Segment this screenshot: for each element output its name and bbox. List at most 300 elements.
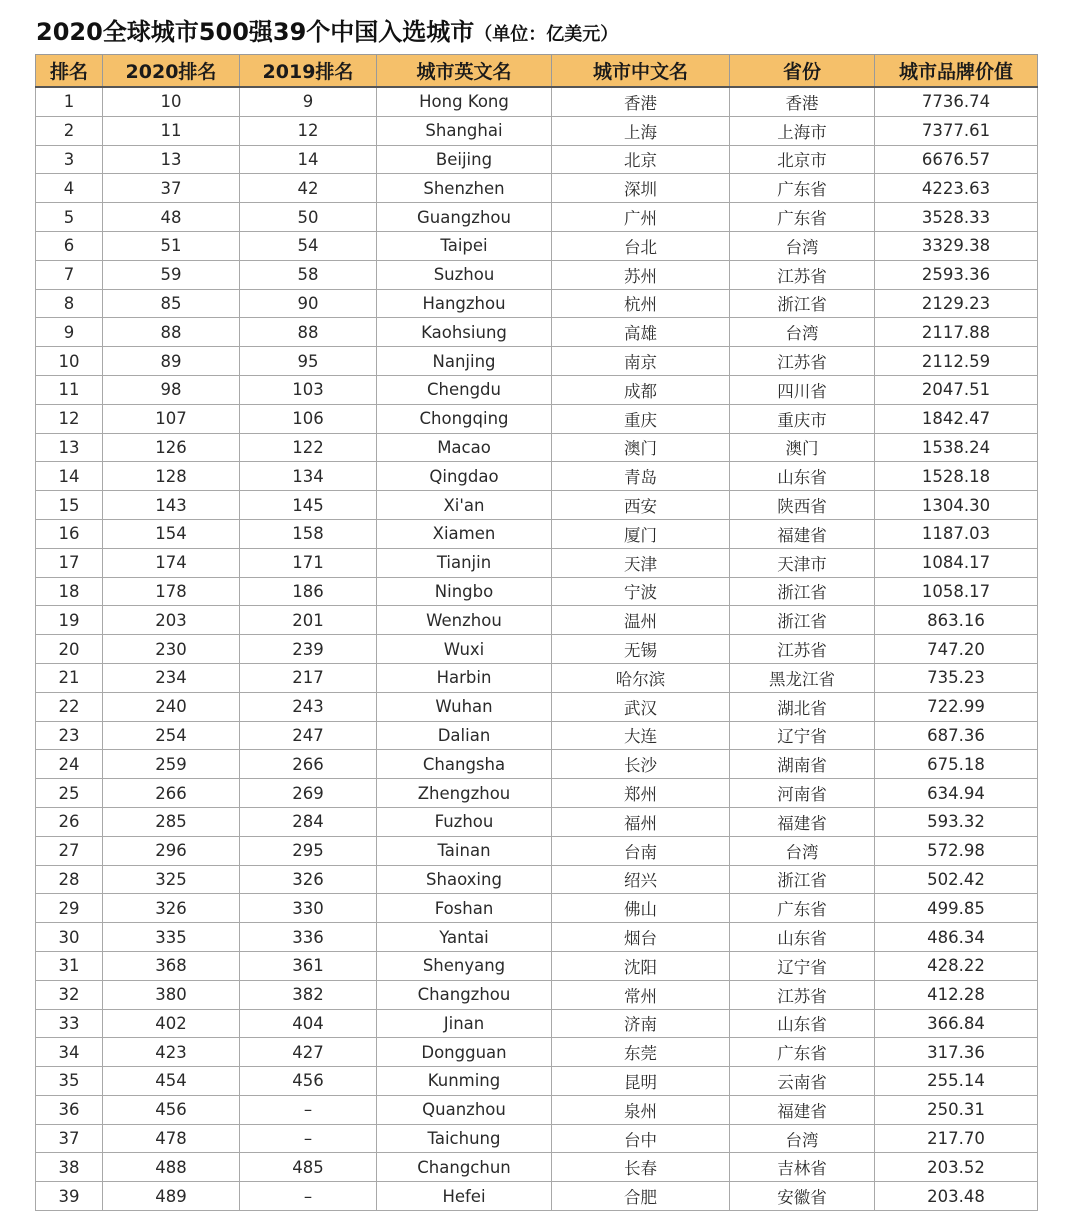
header-city-chinese: 城市中文名 <box>552 55 730 88</box>
cell-city-english: Yantai <box>377 923 552 952</box>
cell-rank: 5 <box>36 203 103 232</box>
cell-rank: 10 <box>36 347 103 376</box>
cell-province: 山东省 <box>730 1009 875 1038</box>
cell-rank-2020: 98 <box>103 375 240 404</box>
cell-city-english: Zhengzhou <box>377 779 552 808</box>
cell-city-english: Hangzhou <box>377 289 552 318</box>
cell-city-english: Foshan <box>377 894 552 923</box>
cell-rank: 36 <box>36 1095 103 1124</box>
cell-rank-2020: 203 <box>103 606 240 635</box>
cell-city-english: Ningbo <box>377 577 552 606</box>
cell-rank-2020: 402 <box>103 1009 240 1038</box>
cell-city-chinese: 沈阳 <box>552 951 730 980</box>
cell-rank: 34 <box>36 1038 103 1067</box>
header-city-english: 城市英文名 <box>377 55 552 88</box>
cell-city-chinese: 佛山 <box>552 894 730 923</box>
cell-rank-2019: 456 <box>240 1067 377 1096</box>
cell-province: 浙江省 <box>730 289 875 318</box>
table-row <box>36 807 1038 836</box>
cell-city-english: Nanjing <box>377 347 552 376</box>
table-row <box>36 865 1038 894</box>
cell-rank-2020: 59 <box>103 260 240 289</box>
cell-rank-2019: 217 <box>240 663 377 692</box>
cell-rank-2019: 158 <box>240 519 377 548</box>
cell-rank-2020: 380 <box>103 980 240 1009</box>
cell-rank-2020: 126 <box>103 433 240 462</box>
cell-rank-2020: 154 <box>103 519 240 548</box>
cell-rank-2019: 336 <box>240 923 377 952</box>
cell-brand-value: 572.98 <box>875 836 1038 865</box>
cell-city-chinese: 东莞 <box>552 1038 730 1067</box>
cell-brand-value: 203.48 <box>875 1182 1038 1211</box>
cell-rank-2020: 254 <box>103 721 240 750</box>
cell-rank-2019: 90 <box>240 289 377 318</box>
cell-province: 安徽省 <box>730 1182 875 1211</box>
table-row <box>36 1095 1038 1124</box>
cell-brand-value: 747.20 <box>875 635 1038 664</box>
cell-brand-value: 2129.23 <box>875 289 1038 318</box>
cell-rank: 31 <box>36 951 103 980</box>
cell-brand-value: 863.16 <box>875 606 1038 635</box>
table-row <box>36 145 1038 174</box>
cell-rank-2020: 326 <box>103 894 240 923</box>
cell-rank-2020: 368 <box>103 951 240 980</box>
header-rank-2020: 2020排名 <box>103 55 240 88</box>
table-row <box>36 87 1038 116</box>
cell-rank-2020: 107 <box>103 404 240 433</box>
cell-rank-2020: 456 <box>103 1095 240 1124</box>
cell-rank-2019: 145 <box>240 491 377 520</box>
table-row <box>36 692 1038 721</box>
page-title-main: 2020全球城市500强39个中国入选城市 <box>36 18 475 46</box>
cell-rank: 23 <box>36 721 103 750</box>
cell-rank-2019: – <box>240 1124 377 1153</box>
cell-rank: 27 <box>36 836 103 865</box>
table-body <box>36 87 1038 1211</box>
cell-city-english: Harbin <box>377 663 552 692</box>
cell-brand-value: 1842.47 <box>875 404 1038 433</box>
cell-rank-2020: 296 <box>103 836 240 865</box>
cell-city-chinese: 宁波 <box>552 577 730 606</box>
cell-city-english: Changzhou <box>377 980 552 1009</box>
table-row <box>36 462 1038 491</box>
cell-rank-2020: 325 <box>103 865 240 894</box>
cell-rank: 6 <box>36 231 103 260</box>
table-row <box>36 433 1038 462</box>
cell-rank: 32 <box>36 980 103 1009</box>
cell-city-english: Dongguan <box>377 1038 552 1067</box>
cell-city-english: Taichung <box>377 1124 552 1153</box>
table-row <box>36 404 1038 433</box>
table-row <box>36 779 1038 808</box>
page-title <box>36 14 618 50</box>
cell-province: 福建省 <box>730 1095 875 1124</box>
cell-brand-value: 412.28 <box>875 980 1038 1009</box>
cell-brand-value: 634.94 <box>875 779 1038 808</box>
cell-rank: 2 <box>36 116 103 145</box>
cell-rank-2020: 88 <box>103 318 240 347</box>
cell-province: 吉林省 <box>730 1153 875 1182</box>
cell-rank-2020: 178 <box>103 577 240 606</box>
table-row <box>36 721 1038 750</box>
cell-rank: 30 <box>36 923 103 952</box>
cell-city-chinese: 烟台 <box>552 923 730 952</box>
cell-brand-value: 7377.61 <box>875 116 1038 145</box>
cell-city-chinese: 常州 <box>552 980 730 1009</box>
cell-rank-2019: 58 <box>240 260 377 289</box>
cell-rank-2020: 285 <box>103 807 240 836</box>
cell-rank-2019: 186 <box>240 577 377 606</box>
cell-rank-2019: 54 <box>240 231 377 260</box>
cell-city-english: Wenzhou <box>377 606 552 635</box>
cell-brand-value: 2047.51 <box>875 375 1038 404</box>
cell-city-chinese: 合肥 <box>552 1182 730 1211</box>
cell-brand-value: 722.99 <box>875 692 1038 721</box>
table-row <box>36 289 1038 318</box>
cell-brand-value: 217.70 <box>875 1124 1038 1153</box>
cell-city-english: Changchun <box>377 1153 552 1182</box>
cell-brand-value: 675.18 <box>875 750 1038 779</box>
cell-rank: 28 <box>36 865 103 894</box>
table-row <box>36 1153 1038 1182</box>
header-brand-value: 城市品牌价值 <box>875 55 1038 88</box>
cell-city-chinese: 深圳 <box>552 174 730 203</box>
cell-province: 四川省 <box>730 375 875 404</box>
cell-rank: 12 <box>36 404 103 433</box>
cell-brand-value: 502.42 <box>875 865 1038 894</box>
table-row <box>36 750 1038 779</box>
cell-rank: 11 <box>36 375 103 404</box>
cell-province: 广东省 <box>730 894 875 923</box>
table-row <box>36 548 1038 577</box>
cell-city-english: Xiamen <box>377 519 552 548</box>
cell-province: 重庆市 <box>730 404 875 433</box>
cell-rank-2020: 489 <box>103 1182 240 1211</box>
table-row <box>36 491 1038 520</box>
cell-city-chinese: 郑州 <box>552 779 730 808</box>
cell-province: 黑龙江省 <box>730 663 875 692</box>
cell-province: 台湾 <box>730 836 875 865</box>
cell-city-english: Qingdao <box>377 462 552 491</box>
cell-rank: 26 <box>36 807 103 836</box>
table-row <box>36 1009 1038 1038</box>
cell-province: 云南省 <box>730 1067 875 1096</box>
table-header-row <box>36 55 1038 88</box>
cell-city-english: Chengdu <box>377 375 552 404</box>
cell-rank-2019: 295 <box>240 836 377 865</box>
cell-province: 浙江省 <box>730 577 875 606</box>
cell-city-english: Jinan <box>377 1009 552 1038</box>
cell-city-english: Shaoxing <box>377 865 552 894</box>
cell-rank: 13 <box>36 433 103 462</box>
cell-brand-value: 366.84 <box>875 1009 1038 1038</box>
cell-city-english: Shenzhen <box>377 174 552 203</box>
table-row <box>36 260 1038 289</box>
cell-city-chinese: 南京 <box>552 347 730 376</box>
cell-city-chinese: 澳门 <box>552 433 730 462</box>
table-row <box>36 606 1038 635</box>
cell-rank-2020: 478 <box>103 1124 240 1153</box>
cell-rank-2020: 335 <box>103 923 240 952</box>
cell-brand-value: 6676.57 <box>875 145 1038 174</box>
cell-province: 福建省 <box>730 807 875 836</box>
cell-city-english: Tainan <box>377 836 552 865</box>
cell-province: 辽宁省 <box>730 721 875 750</box>
cell-rank: 29 <box>36 894 103 923</box>
cell-city-chinese: 天津 <box>552 548 730 577</box>
table-row <box>36 375 1038 404</box>
cell-province: 澳门 <box>730 433 875 462</box>
cell-brand-value: 1058.17 <box>875 577 1038 606</box>
cell-rank: 37 <box>36 1124 103 1153</box>
cell-province: 广东省 <box>730 203 875 232</box>
cell-province: 北京市 <box>730 145 875 174</box>
cell-city-english: Kunming <box>377 1067 552 1096</box>
cell-city-chinese: 杭州 <box>552 289 730 318</box>
cell-rank-2019: – <box>240 1182 377 1211</box>
cell-city-chinese: 成都 <box>552 375 730 404</box>
ranking-table <box>35 54 1038 1211</box>
cell-city-english: Changsha <box>377 750 552 779</box>
cell-rank-2020: 230 <box>103 635 240 664</box>
table-row <box>36 894 1038 923</box>
cell-rank: 8 <box>36 289 103 318</box>
cell-rank-2019: 201 <box>240 606 377 635</box>
cell-rank-2019: 106 <box>240 404 377 433</box>
cell-rank-2020: 240 <box>103 692 240 721</box>
cell-rank: 14 <box>36 462 103 491</box>
cell-city-english: Wuhan <box>377 692 552 721</box>
cell-rank-2020: 454 <box>103 1067 240 1096</box>
cell-province: 香港 <box>730 87 875 116</box>
cell-rank-2019: 330 <box>240 894 377 923</box>
cell-rank-2019: 95 <box>240 347 377 376</box>
cell-city-chinese: 济南 <box>552 1009 730 1038</box>
cell-province: 台湾 <box>730 231 875 260</box>
table-row <box>36 663 1038 692</box>
cell-city-chinese: 哈尔滨 <box>552 663 730 692</box>
cell-province: 湖南省 <box>730 750 875 779</box>
cell-rank-2020: 143 <box>103 491 240 520</box>
cell-rank-2020: 234 <box>103 663 240 692</box>
table-row <box>36 1182 1038 1211</box>
cell-rank: 33 <box>36 1009 103 1038</box>
cell-rank-2020: 85 <box>103 289 240 318</box>
cell-city-english: Shenyang <box>377 951 552 980</box>
cell-rank-2020: 51 <box>103 231 240 260</box>
cell-brand-value: 2117.88 <box>875 318 1038 347</box>
cell-rank-2020: 48 <box>103 203 240 232</box>
cell-city-english: Fuzhou <box>377 807 552 836</box>
cell-rank-2020: 259 <box>103 750 240 779</box>
cell-rank: 15 <box>36 491 103 520</box>
table-row <box>36 519 1038 548</box>
cell-rank-2019: 122 <box>240 433 377 462</box>
table-row <box>36 1067 1038 1096</box>
cell-rank: 18 <box>36 577 103 606</box>
cell-rank-2019: 243 <box>240 692 377 721</box>
table-row <box>36 347 1038 376</box>
cell-city-chinese: 福州 <box>552 807 730 836</box>
cell-province: 浙江省 <box>730 606 875 635</box>
cell-province: 浙江省 <box>730 865 875 894</box>
cell-rank: 39 <box>36 1182 103 1211</box>
cell-brand-value: 499.85 <box>875 894 1038 923</box>
cell-rank: 9 <box>36 318 103 347</box>
cell-rank-2019: 12 <box>240 116 377 145</box>
table-row <box>36 174 1038 203</box>
cell-city-chinese: 苏州 <box>552 260 730 289</box>
cell-city-chinese: 温州 <box>552 606 730 635</box>
cell-rank: 3 <box>36 145 103 174</box>
cell-province: 台湾 <box>730 1124 875 1153</box>
cell-city-english: Suzhou <box>377 260 552 289</box>
cell-city-chinese: 绍兴 <box>552 865 730 894</box>
cell-rank-2020: 488 <box>103 1153 240 1182</box>
cell-province: 辽宁省 <box>730 951 875 980</box>
table-row <box>36 318 1038 347</box>
cell-province: 河南省 <box>730 779 875 808</box>
cell-province: 江苏省 <box>730 980 875 1009</box>
cell-province: 天津市 <box>730 548 875 577</box>
cell-province: 江苏省 <box>730 635 875 664</box>
cell-province: 陕西省 <box>730 491 875 520</box>
cell-rank: 25 <box>36 779 103 808</box>
cell-city-english: Macao <box>377 433 552 462</box>
cell-city-chinese: 香港 <box>552 87 730 116</box>
cell-rank: 20 <box>36 635 103 664</box>
cell-brand-value: 1084.17 <box>875 548 1038 577</box>
cell-city-chinese: 厦门 <box>552 519 730 548</box>
cell-rank: 24 <box>36 750 103 779</box>
cell-brand-value: 7736.74 <box>875 87 1038 116</box>
cell-rank-2020: 423 <box>103 1038 240 1067</box>
cell-rank-2019: 269 <box>240 779 377 808</box>
cell-brand-value: 250.31 <box>875 1095 1038 1124</box>
table-row <box>36 231 1038 260</box>
cell-city-english: Dalian <box>377 721 552 750</box>
table-row <box>36 577 1038 606</box>
cell-city-chinese: 武汉 <box>552 692 730 721</box>
cell-city-chinese: 昆明 <box>552 1067 730 1096</box>
cell-brand-value: 317.36 <box>875 1038 1038 1067</box>
table-row <box>36 836 1038 865</box>
cell-rank-2020: 89 <box>103 347 240 376</box>
cell-brand-value: 735.23 <box>875 663 1038 692</box>
cell-brand-value: 255.14 <box>875 1067 1038 1096</box>
cell-city-english: Shanghai <box>377 116 552 145</box>
cell-city-chinese: 西安 <box>552 491 730 520</box>
cell-city-chinese: 台北 <box>552 231 730 260</box>
cell-rank-2019: 42 <box>240 174 377 203</box>
cell-brand-value: 2593.36 <box>875 260 1038 289</box>
cell-city-english: Taipei <box>377 231 552 260</box>
cell-city-chinese: 泉州 <box>552 1095 730 1124</box>
cell-brand-value: 3528.33 <box>875 203 1038 232</box>
cell-rank-2019: – <box>240 1095 377 1124</box>
cell-brand-value: 203.52 <box>875 1153 1038 1182</box>
table-row <box>36 203 1038 232</box>
cell-rank: 22 <box>36 692 103 721</box>
cell-brand-value: 1187.03 <box>875 519 1038 548</box>
cell-rank-2020: 13 <box>103 145 240 174</box>
cell-rank-2019: 404 <box>240 1009 377 1038</box>
table-row <box>36 1038 1038 1067</box>
cell-rank-2019: 485 <box>240 1153 377 1182</box>
page-title-unit: （单位：亿美元） <box>474 24 619 45</box>
cell-rank-2019: 50 <box>240 203 377 232</box>
cell-rank-2019: 361 <box>240 951 377 980</box>
cell-city-chinese: 长春 <box>552 1153 730 1182</box>
cell-city-chinese: 上海 <box>552 116 730 145</box>
cell-city-english: Hong Kong <box>377 87 552 116</box>
cell-rank-2019: 134 <box>240 462 377 491</box>
cell-rank: 1 <box>36 87 103 116</box>
cell-rank-2019: 9 <box>240 87 377 116</box>
table-row <box>36 980 1038 1009</box>
cell-rank-2019: 284 <box>240 807 377 836</box>
cell-city-english: Hefei <box>377 1182 552 1211</box>
cell-city-english: Tianjin <box>377 548 552 577</box>
cell-rank: 7 <box>36 260 103 289</box>
cell-city-english: Kaohsiung <box>377 318 552 347</box>
cell-brand-value: 1528.18 <box>875 462 1038 491</box>
cell-city-english: Chongqing <box>377 404 552 433</box>
cell-city-english: Beijing <box>377 145 552 174</box>
cell-brand-value: 687.36 <box>875 721 1038 750</box>
cell-rank-2019: 266 <box>240 750 377 779</box>
cell-city-english: Guangzhou <box>377 203 552 232</box>
cell-rank-2019: 326 <box>240 865 377 894</box>
cell-brand-value: 4223.63 <box>875 174 1038 203</box>
cell-city-chinese: 重庆 <box>552 404 730 433</box>
cell-rank-2019: 247 <box>240 721 377 750</box>
header-province: 省份 <box>730 55 875 88</box>
cell-city-chinese: 无锡 <box>552 635 730 664</box>
cell-rank: 21 <box>36 663 103 692</box>
cell-rank-2020: 128 <box>103 462 240 491</box>
cell-rank: 38 <box>36 1153 103 1182</box>
cell-rank: 4 <box>36 174 103 203</box>
cell-brand-value: 593.32 <box>875 807 1038 836</box>
header-rank: 排名 <box>36 55 103 88</box>
cell-brand-value: 2112.59 <box>875 347 1038 376</box>
cell-city-chinese: 长沙 <box>552 750 730 779</box>
cell-province: 台湾 <box>730 318 875 347</box>
cell-rank-2020: 11 <box>103 116 240 145</box>
cell-province: 江苏省 <box>730 347 875 376</box>
cell-brand-value: 428.22 <box>875 951 1038 980</box>
cell-city-chinese: 台南 <box>552 836 730 865</box>
cell-city-chinese: 青岛 <box>552 462 730 491</box>
cell-brand-value: 3329.38 <box>875 231 1038 260</box>
cell-city-english: Wuxi <box>377 635 552 664</box>
cell-rank-2019: 88 <box>240 318 377 347</box>
table-row <box>36 1124 1038 1153</box>
cell-rank-2019: 427 <box>240 1038 377 1067</box>
table-row <box>36 923 1038 952</box>
cell-province: 上海市 <box>730 116 875 145</box>
cell-province: 江苏省 <box>730 260 875 289</box>
cell-rank-2020: 174 <box>103 548 240 577</box>
cell-brand-value: 486.34 <box>875 923 1038 952</box>
cell-rank-2020: 10 <box>103 87 240 116</box>
cell-city-english: Quanzhou <box>377 1095 552 1124</box>
cell-province: 湖北省 <box>730 692 875 721</box>
cell-province: 山东省 <box>730 923 875 952</box>
cell-rank-2019: 14 <box>240 145 377 174</box>
cell-city-english: Xi'an <box>377 491 552 520</box>
